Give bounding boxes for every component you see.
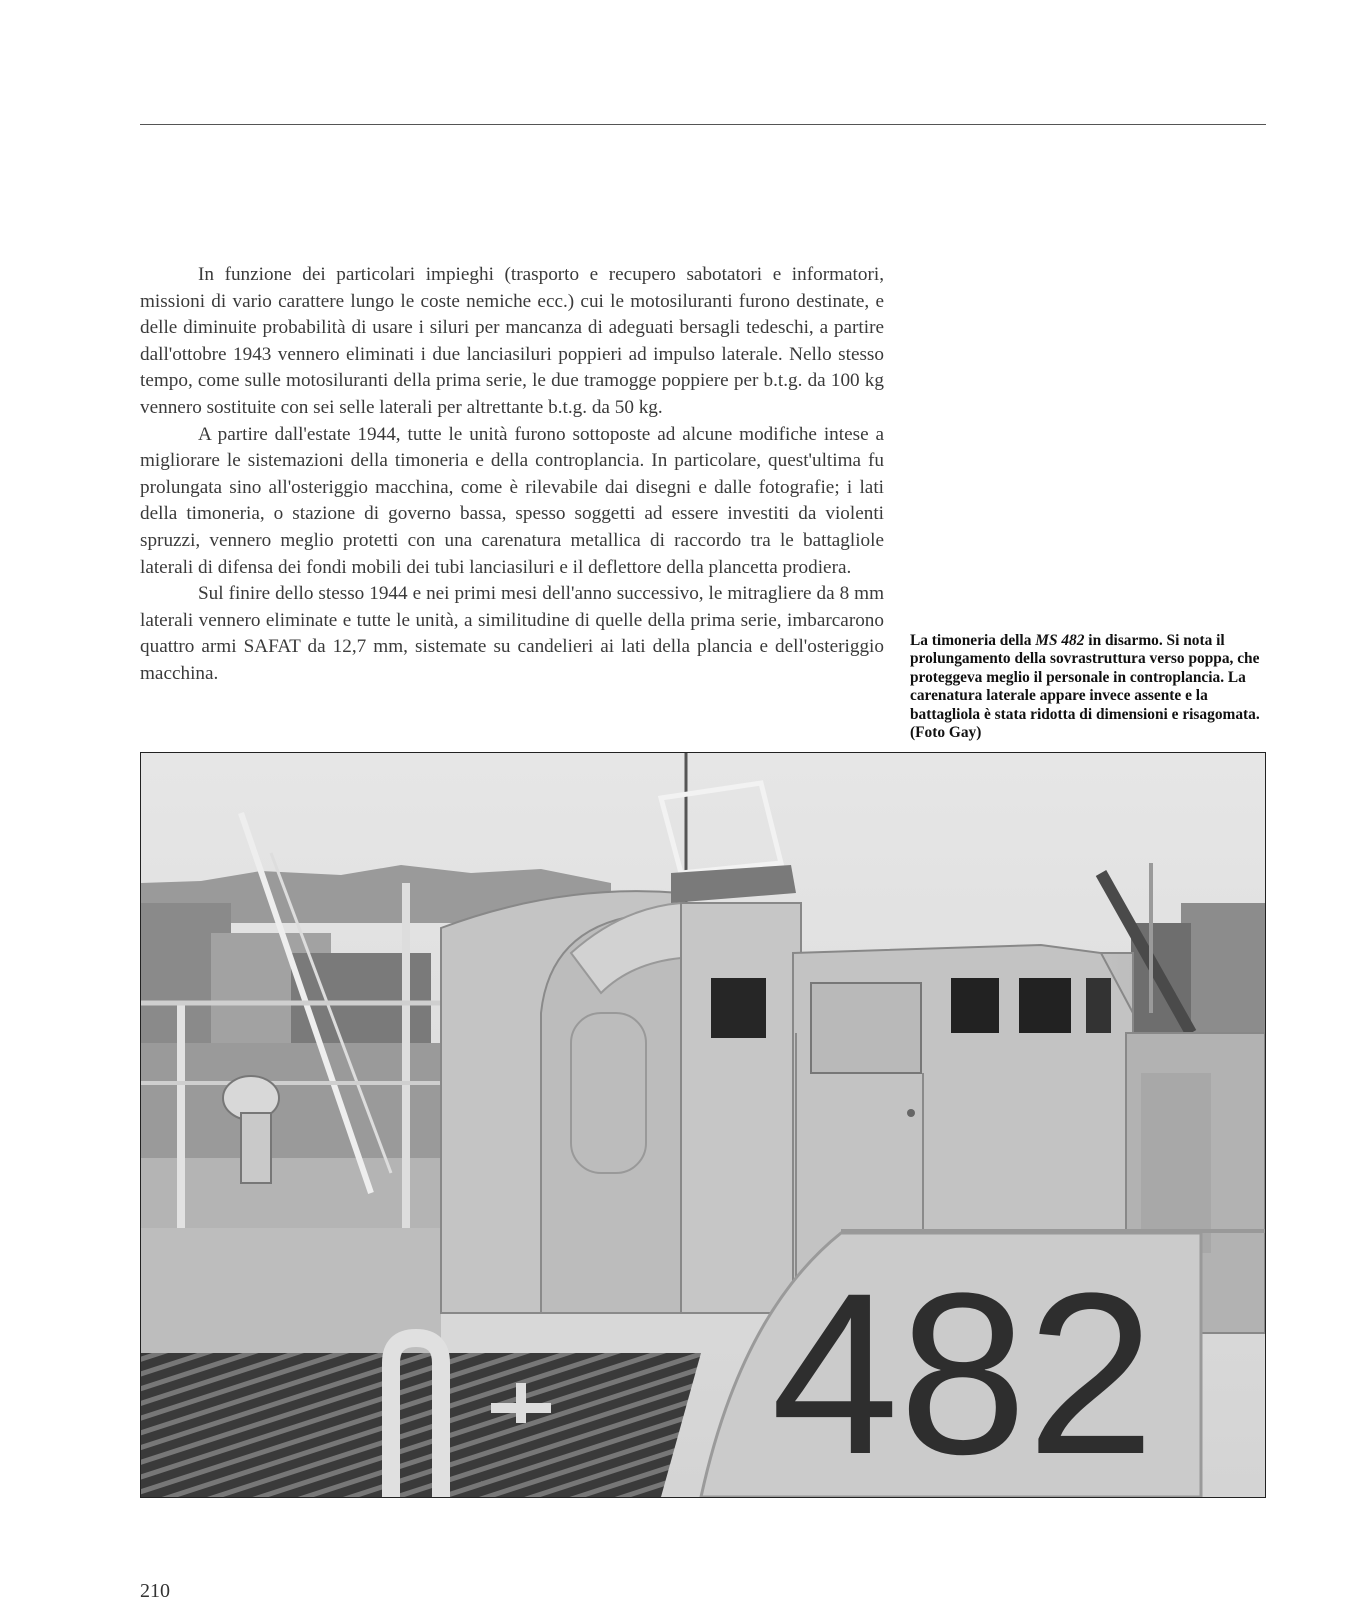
caption-vessel: MS 482: [1035, 632, 1085, 649]
caption-lead: La timoneria della: [910, 632, 1036, 649]
boat-photo: [140, 752, 1266, 1498]
photo-caption: [910, 632, 1266, 742]
header-rule: [140, 124, 1266, 125]
body-text: [140, 262, 884, 688]
boat-photo-illustration: [141, 753, 1265, 1497]
paragraph-2: A partire dall'estate 1944, tutte le unità furono sottoposte ad alcune modifiche intese a migliorare le sistemazioni della timoneria e della controplancia. In particolare, quest'ultima fu prolungata sino all'osteriggio macchina, come è rilevabile dai disegni e dalle fotografie; i lati della timoneria, o stazione di governo bassa, spesso soggetti ad essere investiti da violenti spruzzi, vennero meglio protetti con una carenatura metallica di raccordo tra le battagliole laterali di difensa dei fondi mobili dei tubi lanciasiluri e il deflettore della plancetta prodiera.: [140, 423, 884, 578]
hull-number: 482: [771, 1245, 1155, 1497]
page-number: 210: [140, 1580, 170, 1602]
paragraph-1: In funzione dei particolari impieghi (trasporto e recupero sabotatori e informatori, missioni di vario carattere lungo le coste nemiche ecc.) cui le motosiluranti furono destinate, e delle diminuite probabilità di usare i siluri per mancanza di adeguati bersagli tedeschi, a partire dall'ottobre 1943 vennero eliminati i due lanciasiluri poppieri ad impulso laterale. Nello stesso tempo, come sulle motosiluranti della prima serie, le due tramogge poppiere per b.t.g. da 100 kg vennero sostituite con sei selle laterali per altrettante b.t.g. da 50 kg.: [140, 264, 884, 418]
paragraph-3: Sul finire dello stesso 1944 e nei primi mesi dell'anno successivo, le mitragliere da 8 mm laterali vennero eliminate e tutte le unità, a similitudine di quelle della prima serie, imbarcarono quattro armi SAFAT da 12,7 mm, sistemate su candelieri ai lati della plancia e dell'osteriggio macchina.: [140, 583, 884, 684]
caption-rest: in disarmo. Si nota il prolungamento della sovrastruttura verso poppa, che proteggeva meglio il personale in controplancia. La carenatura laterale appare invece assente e la battagliola è stata ridotta di dimensioni e risagomata. (Foto Gay): [910, 632, 1260, 742]
